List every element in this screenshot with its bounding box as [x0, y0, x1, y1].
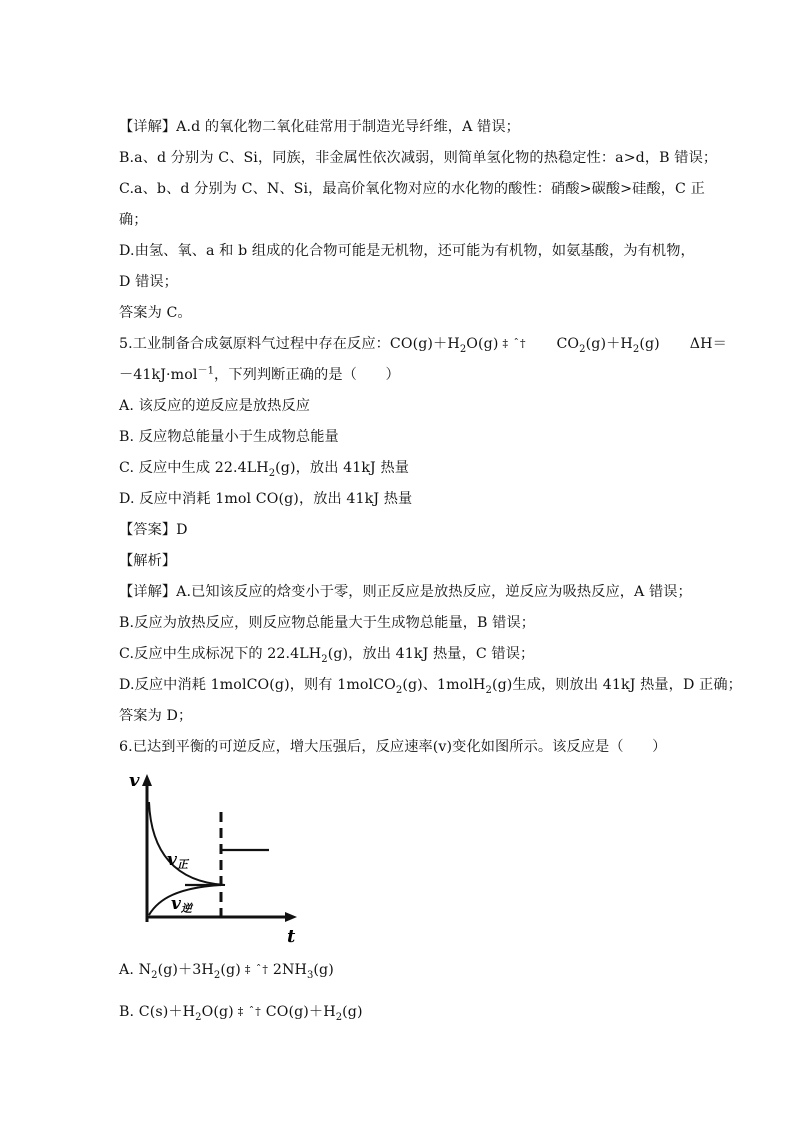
x-axis-arrow-icon — [285, 912, 297, 922]
q4-detail-d: D.由氢、氧、a 和 b 组成的化合物可能是无机物，还可能为有机物，如氨基酸，为有机物， — [119, 243, 695, 259]
q4-detail-b: B.a、d 分别为 C、Si，同族，非金属性依次减弱，则简单氢化物的热稳定性：a>d，B 错误； — [119, 150, 718, 166]
q6-option-a: A. $N_2(g)+3H_2(g)$ ‡ ˆ† $2NH_3(g)$ — [119, 962, 334, 981]
q6-stem: 6.已达到平衡的可逆反应，增大压强后，反应速率(v)变化如图所示。该反应是（ ） — [119, 739, 667, 755]
y-axis-label: v — [129, 770, 140, 791]
q5-detail-b: B.反应为放热反应，则反应物总能量大于生成物总能量，B 错误； — [119, 615, 536, 631]
reverse-rate-label: v逆 — [171, 894, 192, 915]
equilibrium-arrow-icon: ‡ ˆ† — [237, 1005, 262, 1018]
equilibrium-arrow-icon: ‡ ˆ† — [244, 963, 269, 976]
q5-option-d: D. 反应中消耗 1mol CO(g)，放出 41kJ 热量 — [119, 491, 413, 507]
q6-option-b: B. $C(s)+H_2O(g)$ ‡ ˆ† $CO(g)+H_2(g)$ — [119, 1004, 363, 1023]
q5-option-a: A. 该反应的逆反应是放热反应 — [119, 398, 311, 414]
q4-conclusion: 答案为 C。 — [119, 305, 192, 321]
q4-detail-c-cont: 确； — [119, 212, 148, 228]
delta-h: ΔH＝ — [689, 336, 727, 352]
forward-rate-label: v正 — [167, 850, 188, 871]
q4-detail-d-cont: D 错误； — [119, 274, 178, 290]
rate-time-graph — [129, 770, 296, 947]
q5-conclusion: 答案为 D； — [119, 708, 193, 724]
x-axis-label: t — [287, 926, 296, 947]
forward-rate-curve — [149, 802, 225, 885]
q5-answer: 【答案】D — [119, 522, 188, 538]
equilibrium-arrow-icon: ‡ ˆ† — [502, 337, 527, 350]
y-axis-arrow-icon — [142, 774, 152, 786]
q5-detail-c: C.反应中生成标况下的 $22.4LH_2(g)$，放出 41kJ 热量，C 错误； — [119, 646, 535, 665]
q5-detail-a: 【详解】A.已知该反应的焓变小于零，则正反应是放热反应，逆反应为吸热反应，A 错误； — [119, 584, 692, 600]
q5-detail-d: D.反应中消耗 1molCO(g)，则有 1molCO$_2$(g)、1molH$_2$(g)生成，则放出 41kJ 热量，D 正确； — [119, 677, 742, 696]
q5-option-c: C. 反应中生成 $22.4LH_2(g)$，放出 41kJ 热量 — [119, 460, 410, 479]
q5-stem-line1: 5.工业制备合成氨原料气过程中存在反应：$CO(g)+H_2O(g)$ ‡ ˆ† $CO_2(g)+H_2(g)$ ΔH＝ — [119, 336, 727, 355]
q4-detail-c: C.a、b、d 分别为 C、N、Si，最高价氧化物对应的水化物的酸性：硝酸>碳酸>硅酸，C 正 — [119, 181, 705, 197]
q5-stem-line2: －41kJ·mol$^{-1}$，下列判断正确的是（ ） — [119, 365, 400, 383]
q4-detail-a: 【详解】A.d 的氧化物二氧化硅常用于制造光导纤维，A 错误； — [119, 119, 520, 135]
q5-option-b: B. 反应物总能量小于生成物总能量 — [119, 429, 339, 445]
q5-analysis-label: 【解析】 — [119, 553, 177, 569]
